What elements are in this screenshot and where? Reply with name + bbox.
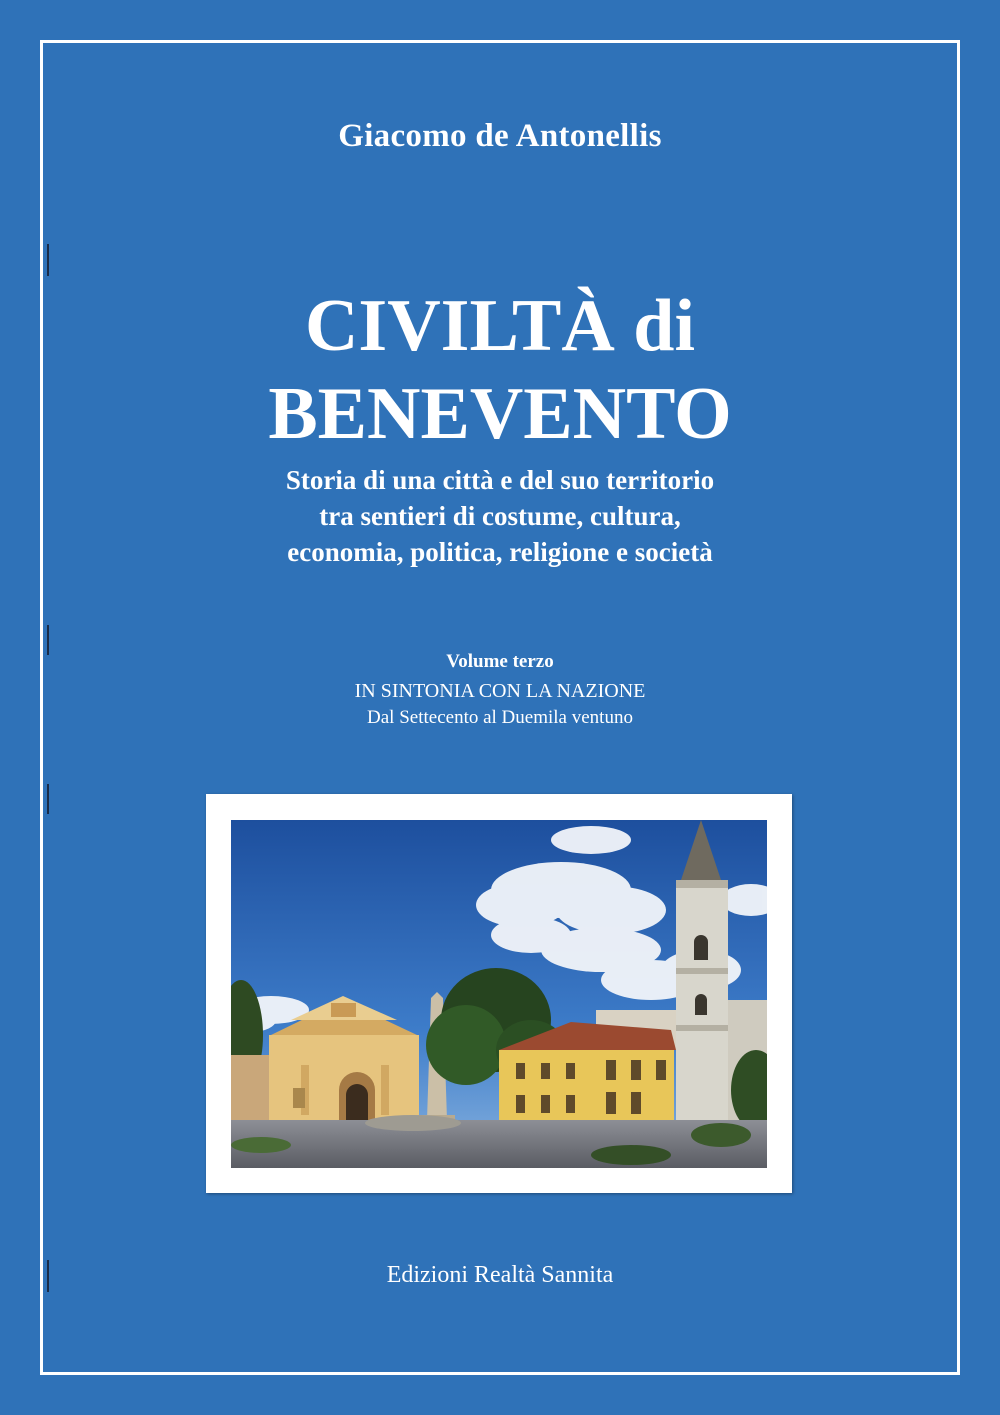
volume-range: Dal Settecento al Duemila ventuno <box>367 707 633 728</box>
title-line-1: CIVILTÀ di <box>304 285 696 367</box>
volume-title: IN SINTONIA CON LA NAZIONE <box>354 680 646 702</box>
book-subtitle <box>0 462 1000 570</box>
subtitle-line: Storia di una città e del suo territorio <box>285 465 715 495</box>
author-name: Giacomo de Antonellis <box>338 118 662 154</box>
publisher-name: Edizioni Realtà Sannita <box>386 1262 614 1288</box>
cover-photo-frame <box>206 794 792 1193</box>
volume-label: Volume terzo <box>446 651 554 672</box>
binding-mark <box>47 244 49 276</box>
subtitle-line: economia, politica, religione e società <box>287 537 713 567</box>
title-line-2: BENEVENTO <box>268 373 732 455</box>
book-title <box>0 282 1000 458</box>
binding-mark <box>47 784 49 814</box>
subtitle-line: tra sentieri di costume, cultura, <box>319 501 681 531</box>
cover-photo-benevento-square <box>231 820 767 1168</box>
